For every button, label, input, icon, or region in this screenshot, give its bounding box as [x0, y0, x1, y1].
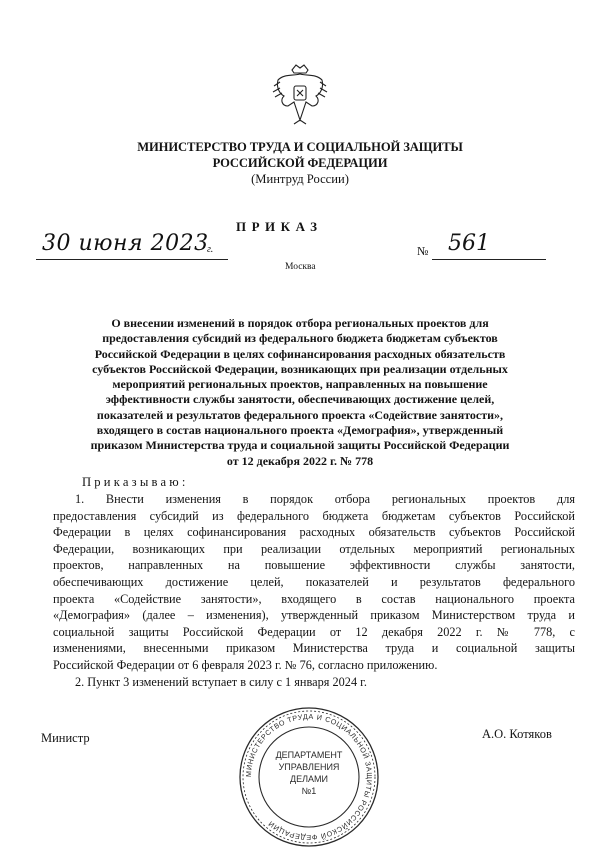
signatory-name: А.О. Котяков	[482, 727, 552, 741]
order-directive: Приказываю:	[82, 475, 189, 489]
paragraph-1-line: Федерации в целях софинансирования расходных обязательств субъектов Российской	[53, 525, 575, 540]
paragraph-1-line: «Демография» (далее – изменения), утвержденный приказом Министерством труда и	[53, 608, 575, 623]
stamp-line-3: ДЕЛАМИ	[290, 774, 328, 784]
subject-line: субъектов Российской Федерации, возникающих при реализации отдельных	[92, 361, 508, 376]
number-underline	[432, 259, 546, 260]
order-number: 561	[448, 231, 490, 256]
number-sign: №	[417, 244, 429, 258]
order-body	[53, 491, 575, 690]
paragraph-1-line: Российской Федерации от 6 февраля 2023 г. № 76, согласно приложению.	[53, 657, 438, 672]
subject-line: от 12 декабря 2022 г. № 778	[226, 453, 374, 468]
subject-line: входящего в состав национального проекта «Демография», утвержденный	[96, 423, 504, 438]
paragraph-1-line: изменениями, внесенными приказом Министерства труда и социальной защиты	[53, 641, 575, 656]
subject-line: Российской Федерации в целях софинансирования расходных обязательств	[94, 346, 506, 361]
ministry-line-2: РОССИЙСКОЙ ФЕДЕРАЦИИ	[212, 156, 388, 170]
subject-line: показателей и результатов федерального проекта «Содействие занятости»,	[96, 407, 504, 422]
stamp-line-2: УПРАВЛЕНИЯ	[278, 762, 340, 772]
order-date-suffix: г.	[207, 244, 214, 255]
subject-line: приказом Министерства труда и социальной защиты Российской Федерации	[90, 438, 510, 453]
ministry-short-name: (Минтруд России)	[251, 172, 349, 186]
stamp-ring-text: МИНИСТЕРСТВО ТРУДА И СОЦИАЛЬНОЙ ЗАЩИТЫ РОССИЙСКОЙ ФЕДЕРАЦИИ	[243, 711, 375, 843]
date-underline	[36, 259, 228, 260]
order-title: ПРИКАЗ	[236, 219, 323, 234]
subject-line: О внесении изменений в порядок отбора региональных проектов для	[111, 316, 489, 330]
ministry-line-1: МИНИСТЕРСТВО ТРУДА И СОЦИАЛЬНОЙ ЗАЩИТЫ	[137, 140, 463, 154]
ministry-name	[0, 139, 600, 171]
paragraph-1-line: 1. Внести изменения в порядок отбора региональных проектов для	[75, 492, 575, 506]
signatory-position: Министр	[41, 731, 90, 745]
subject-line: мероприятий региональных проектов, направленных на повышение	[112, 377, 488, 392]
order-subject	[70, 316, 530, 469]
official-stamp	[238, 706, 380, 848]
coat-of-arms-icon	[270, 62, 330, 128]
subject-line: предоставления субсидий из федерального бюджета бюджетам субъектов	[102, 331, 498, 346]
order-date: 30 июня 2023	[42, 231, 209, 256]
paragraph-1-line: проекта «Содействие занятости», входящего в состав национального проекта	[53, 591, 575, 606]
paragraph-1-line: проектов, направленных на повышение эффективности службы занятости,	[53, 558, 575, 573]
subject-line: эффективности службы занятости, обеспечивающих достижение целей,	[105, 392, 495, 407]
paragraph-1-line: предоставления субсидий из федерального бюджета бюджетам субъектов Российской	[53, 508, 575, 523]
stamp-line-1: ДЕПАРТАМЕНТ	[275, 750, 343, 760]
paragraph-1-line: Федерации, возникающих при реализации отдельных мероприятий региональных	[53, 541, 575, 556]
stamp-line-4: №1	[301, 786, 317, 796]
paragraph-2: 2. Пункт 3 изменений вступает в силу с 1 января 2024 г.	[75, 674, 367, 689]
city: Москва	[285, 262, 316, 272]
paragraph-1-line: социальной защиты Российской Федерации от 12 декабря 2022 г. № 778, с	[53, 624, 575, 639]
paragraph-1-line: обеспечивающих достижение целей, показателей и результатов федерального	[53, 574, 575, 589]
